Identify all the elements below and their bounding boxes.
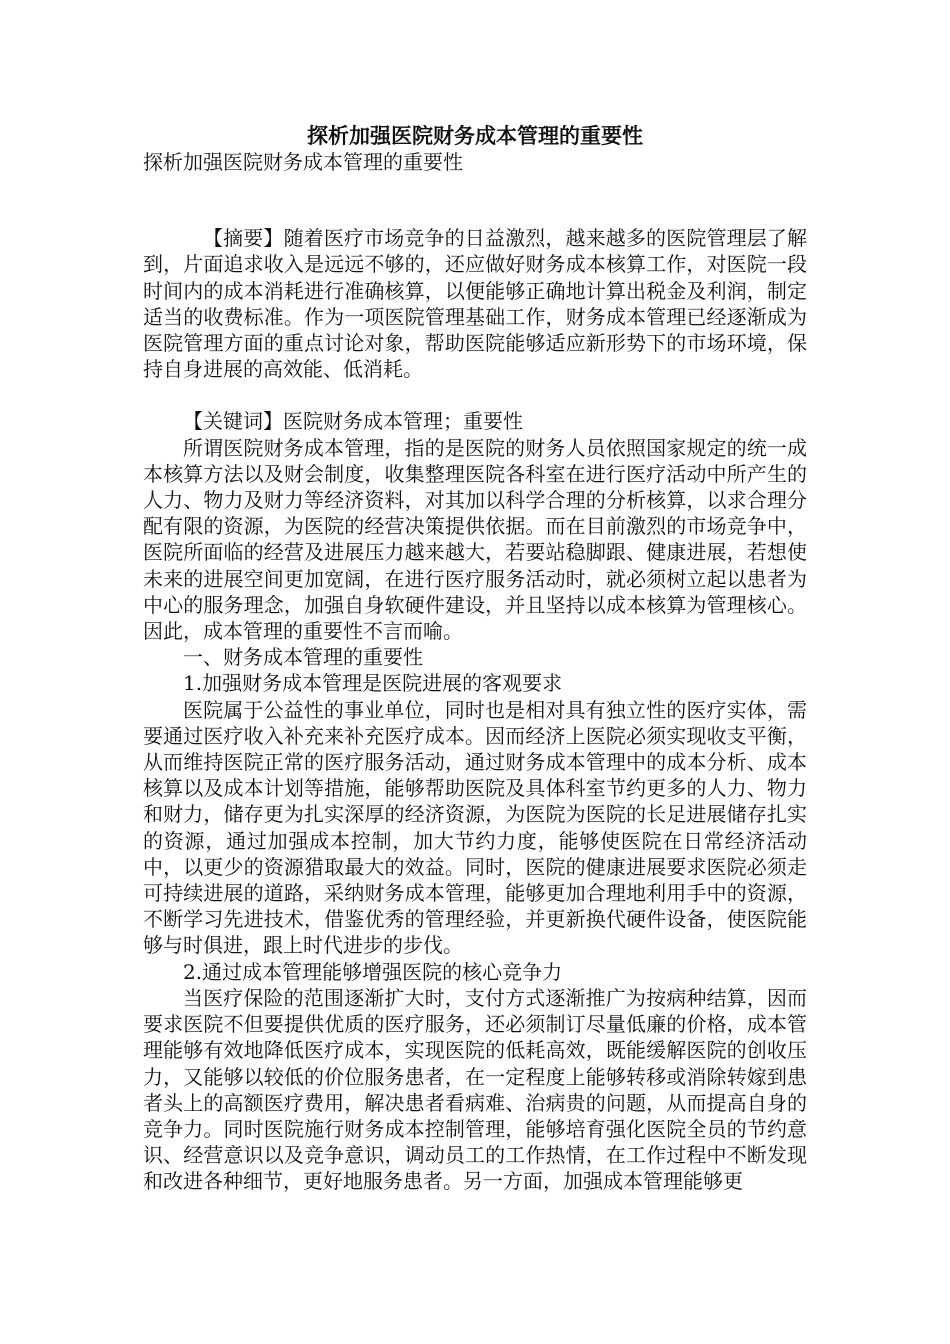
abstract-text: 随着医疗市场竞争的日益激烈，越来越多的医院管理层了解到，片面追求收入是远远不够的，还应做好财务成本核算工作，对医院一段时间内的成本消耗进行准确核算，以便能够正确地计算出税金及利润，制定适当的收费标准。作为一项医院管理基础工作，财务成本管理已经逐渐成为医院管理方面的重点讨论对象，帮助医院能够适应新形势下的市场环境，保持自身进展的高效能、低消耗。 [143,226,808,382]
subsection-paragraph-2: 当医疗保险的范围逐渐扩大时，支付方式逐渐推广为按病种结算，因而要求医院不但要提供优质的医疗服务，还必须制订尽量低廉的价格，成本管理能够有效地降低医疗成本，实现医院的低耗高效，既能缓解医院的创收压力，又能够以较低的价位服务患者，在一定程度上能够转移或消除转嫁到患者头上的高额医疗费用，解决患者看病难、治病贵的问题，从而提高自身的竞争力。同时医院施行财务成本控制管理，能够培育强化医院全员的节约意识、经营意识以及竞争意识，调动员工的工作热情，在工作过程中不断发现和改进各种细节，更好地服务患者。另一方面，加强成本管理能够更 [143,985,807,1194]
document-body [143,122,807,1195]
subsection-paragraph-1: 医院属于公益性的事业单位，同时也是相对具有独立性的医疗实体，需要通过医疗收入补充来补充医疗成本。因而经济上医院必须实现收支平衡，从而维持医院正常的医疗服务活动，通过财务成本管理中的成本分析、成本核算以及成本计划等措施，能够帮助医院及具体科室节约更多的人力、物力和财力，储存更为扎实深厚的经济资源，为医院为医院的长足进展储存扎实的资源，通过加强成本控制，加大节约力度，能够使医院在日常经济活动中，以更少的资源猎取最大的效益。同时，医院的健康进展要求医院必须走可持续进展的道路，采纳财务成本管理，能够更加合理地利用手中的资源，不断学习先进技术，借鉴优秀的管理经验，并更新换代硬件设备，使医院能够与时俱进，跟上时代进步的步伐。 [143,697,807,958]
abstract-paragraph [143,225,807,382]
abstract-label: 【摘要】 [203,226,284,251]
subsection-heading-2: 2.通过成本管理能够增强医院的核心竞争力 [183,959,563,984]
keywords-label: 【关键词】 [183,409,283,434]
document-title: 探析加强医院财务成本管理的重要性 [307,123,643,148]
subsection-heading-1: 1.加强财务成本管理是医院进展的客观要求 [183,671,563,696]
section-heading-1: 一、财务成本管理的重要性 [183,645,423,670]
intro-paragraph: 所谓医院财务成本管理，指的是医院的财务人员依照国家规定的统一成本核算方法以及财会制度，收集整理医院各科室在进行医疗活动中所产生的人力、物力及财力等经济资料，对其加以科学合理的分析核算，以求合理分配有限的资源，为医院的经营决策提供依据。而在目前激烈的市场竞争中，医院所面临的经营及进展压力越来越大，若要站稳脚跟、健康进展，若想使未来的进展空间更加宽阔，在进行医疗服务活动时，就必须树立起以患者为中心的服务理念，加强自身软硬件建设，并且坚持以成本核算为管理核心。因此，成本管理的重要性不言而喻。 [143,435,807,644]
keywords-text: 医院财务成本管理；重要性 [283,409,523,434]
document-subtitle: 探析加强医院财务成本管理的重要性 [143,150,463,174]
keywords-paragraph [143,408,807,434]
